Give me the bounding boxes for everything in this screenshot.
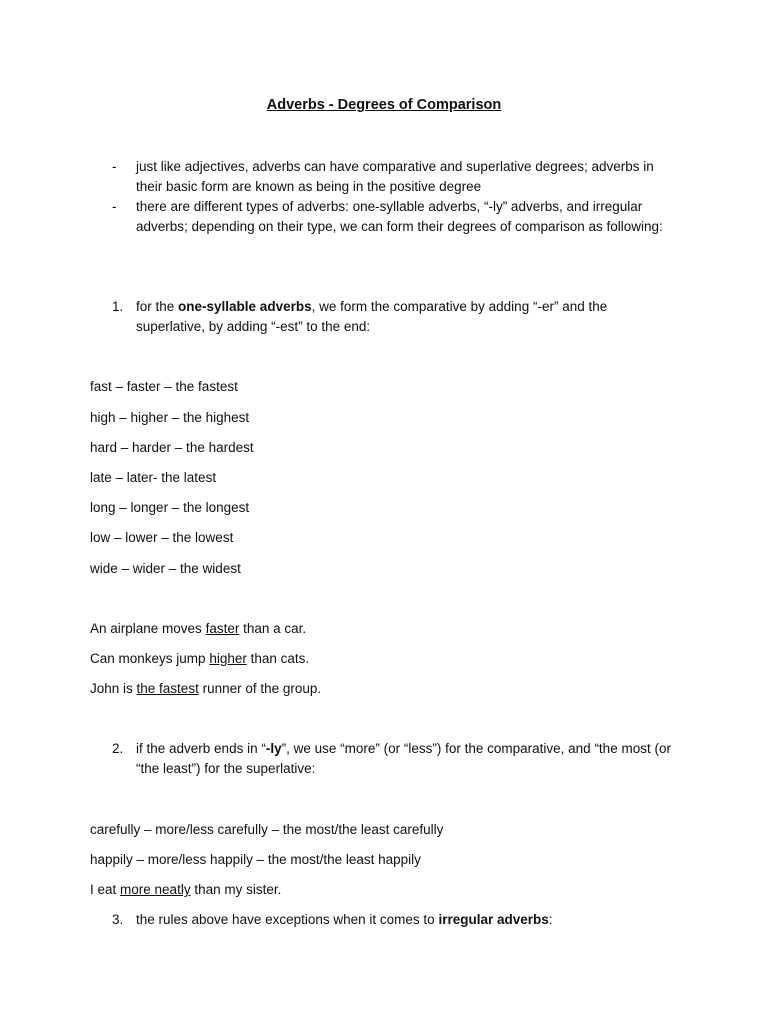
rule-text-pre: if the adverb ends in “ [136,741,266,756]
rule-number: 1. [112,299,124,314]
rule-text [136,910,677,930]
bullet-text: just like adjectives, adverbs can have comparative and superlative degrees; adverbs in their basic form are known as being in the positive degree [136,159,654,194]
sentence-post: than my sister. [190,882,282,897]
bullet-text: there are different types of adverbs: one-syllable adverbs, “-ly” adverbs, and irregular adverbs; depending on their type, we can form their degrees of comparison as following: [136,199,663,234]
sentence-pre: An airplane moves [90,621,206,636]
rule-text-pre: the rules above have exceptions when it comes to [136,912,439,927]
page-title: Adverbs - Degrees of Comparison [266,97,502,113]
rule-text [136,739,677,779]
example-line: high – higher – the highest [90,410,250,425]
bullet-dash: - [112,159,117,174]
rule-text-bold: irregular adverbs [438,912,549,927]
rule-number: 3. [112,912,124,927]
sentence-pre: Can monkeys jump [90,651,210,666]
example-sentence [90,880,281,900]
bullet-dash: - [112,199,117,214]
rule-text [136,297,677,337]
rule-text-post: , we form the comparative by adding “-er” and the superlative, by adding “-est” to the end: [136,299,608,334]
example-sentence [90,649,309,669]
rule-text-bold: one-syllable adverbs [178,299,312,314]
example-sentence [90,679,321,699]
example-line: late – later- the latest [90,470,217,485]
rule-text-bold: -ly [265,741,282,756]
sentence-pre: John is [90,681,137,696]
rule-number: 2. [112,741,124,756]
example-line: wide – wider – the widest [90,561,241,576]
sentence-underlined: faster [205,621,240,636]
sentence-underlined: the fastest [136,681,199,696]
bullet-list [112,157,672,237]
rule-three [112,910,677,930]
sentence-underlined: more neatly [120,882,191,897]
rule-text-pre: for the [136,299,179,314]
sentence-post: than cats. [246,651,310,666]
sentence-pre: I eat [90,882,121,897]
rule-two [112,739,677,779]
rule-text-post: ”, we use “more” (or “less”) for the comparative, and “the most (or “the least”) for the superlative: [136,741,671,776]
example-line: carefully – more/less carefully – the most/the least carefully [90,822,444,837]
rule-one [112,297,677,337]
example-sentence [90,619,306,639]
example-line: hard – harder – the hardest [90,440,254,455]
bullet-item [112,197,672,237]
rule-text-post: : [548,912,553,927]
example-line: long – longer – the longest [90,500,250,515]
example-line: low – lower – the lowest [90,530,234,545]
sentence-underlined: higher [209,651,247,666]
sentence-post: runner of the group. [198,681,322,696]
example-line: fast – faster – the fastest [90,379,238,394]
sentence-post: than a car. [239,621,307,636]
bullet-item [112,157,672,197]
example-line: happily – more/less happily – the most/the least happily [90,852,421,867]
